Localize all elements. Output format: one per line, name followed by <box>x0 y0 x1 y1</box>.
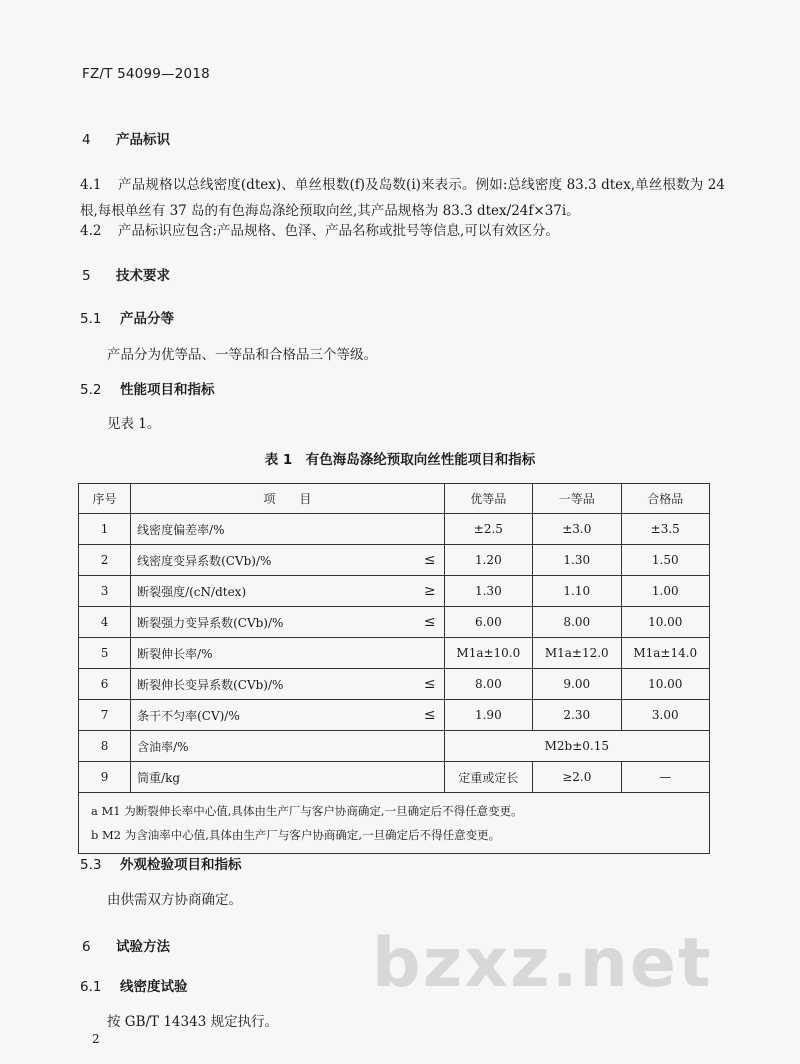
row-merged-value: M2b±0.15 <box>444 731 709 762</box>
table-row <box>79 545 710 576</box>
table-row <box>79 762 710 793</box>
row-item-label: 断裂强力变异系数(CVb)/% <box>137 615 284 630</box>
standard-code-header: FZ/T 54099—2018 <box>82 66 210 82</box>
table-row <box>79 669 710 700</box>
row-grade-premium: 1.20 <box>444 545 532 576</box>
row-item: 筒重/kg <box>131 762 445 793</box>
table-caption: 表 1 有色海岛涤纶预取向丝性能项目和指标 <box>264 452 536 468</box>
section-title: 试验方法 <box>116 939 170 955</box>
clause-text: 产品规格以总线密度(dtex)、单丝根数(f)及岛数(i)来表示。例如:总线密度 83.3 dtex,单丝根数为 24 根,每根单丝有 37 岛的有色海岛涤纶预取向丝,其产品规格为 83.3 dtex/24f×37i。 <box>80 177 725 219</box>
row-item <box>131 638 445 669</box>
clause-title: 外观检验项目和指标 <box>120 857 242 873</box>
performance-table <box>78 483 710 854</box>
table-row <box>79 607 710 638</box>
header-item: 项 目 <box>131 484 445 514</box>
clause-text: 产品标识应包含:产品规格、色泽、产品名称或批号等信息,可以有效区分。 <box>118 223 559 239</box>
row-no: 5 <box>79 638 131 669</box>
clause-5-1-body: 产品分为优等品、一等品和合格品三个等级。 <box>107 347 377 363</box>
row-grade-premium: 定重或定长 <box>444 762 532 793</box>
row-item-label: 条干不匀率(CV)/% <box>137 708 240 723</box>
row-grade-first: ≥2.0 <box>533 762 621 793</box>
row-no: 7 <box>79 700 131 731</box>
footnote-a: a M1 为断裂伸长率中心值,具体由生产厂与客户协商确定,一旦确定后不得任意变更。 <box>91 804 523 818</box>
section-6-heading <box>82 935 170 955</box>
row-item <box>131 607 445 638</box>
clause-6-1-heading <box>80 975 188 995</box>
table-row <box>79 638 710 669</box>
comparison-symbol: ≤ <box>423 676 436 692</box>
row-item <box>131 514 445 545</box>
row-grade-qualified: 1.50 <box>621 545 710 576</box>
clause-5-2-heading <box>80 378 215 398</box>
table-row <box>79 700 710 731</box>
footnote-b: b M2 为含油率中心值,具体由生产厂与客户协商确定,一旦确定后不得任意变更。 <box>91 828 501 842</box>
table-notes-row <box>79 793 710 854</box>
row-item <box>131 545 445 576</box>
clause-6-1-body: 按 GB/T 14343 规定执行。 <box>107 1014 279 1030</box>
clause-4-1 <box>80 172 725 224</box>
row-item: 含油率/% <box>131 731 445 762</box>
clause-title: 线密度试验 <box>120 979 188 995</box>
row-grade-premium: 6.00 <box>444 607 532 638</box>
clause-number: 5.2 <box>80 382 102 398</box>
row-no: 4 <box>79 607 131 638</box>
table-row <box>79 576 710 607</box>
row-grade-first: 2.30 <box>533 700 621 731</box>
clause-number: 4.1 <box>80 177 102 193</box>
section-number: 6 <box>82 939 91 955</box>
clause-5-3-body: 由供需双方协商确定。 <box>107 892 242 908</box>
row-grade-premium: 1.90 <box>444 700 532 731</box>
clause-number: 6.1 <box>80 979 102 995</box>
row-item-label: 断裂强度/(cN/dtex) <box>137 584 247 599</box>
row-grade-first: 9.00 <box>533 669 621 700</box>
clause-5-1-heading <box>80 307 174 327</box>
page-number: 2 <box>92 1032 100 1046</box>
row-item-label: 线密度偏差率/% <box>137 522 225 537</box>
clause-number: 5.1 <box>80 311 102 327</box>
section-title: 技术要求 <box>116 268 170 284</box>
row-grade-premium: 1.30 <box>444 576 532 607</box>
comparison-symbol: ≤ <box>423 707 436 723</box>
row-grade-first: ±3.0 <box>533 514 621 545</box>
row-no: 3 <box>79 576 131 607</box>
row-grade-qualified: ±3.5 <box>621 514 710 545</box>
row-grade-first: 8.00 <box>533 607 621 638</box>
clause-5-3-heading <box>80 853 242 873</box>
row-grade-qualified: M1a±14.0 <box>621 638 710 669</box>
row-no: 9 <box>79 762 131 793</box>
row-grade-premium: M1a±10.0 <box>444 638 532 669</box>
row-grade-qualified: 1.00 <box>621 576 710 607</box>
row-grade-first: M1a±12.0 <box>533 638 621 669</box>
clause-4-2 <box>80 218 725 244</box>
row-grade-qualified: 3.00 <box>621 700 710 731</box>
table-row <box>79 514 710 545</box>
row-no: 1 <box>79 514 131 545</box>
section-title: 产品标识 <box>116 132 170 148</box>
row-grade-premium: 8.00 <box>444 669 532 700</box>
table-notes <box>79 793 710 854</box>
row-grade-first: 1.10 <box>533 576 621 607</box>
section-number: 5 <box>82 268 91 284</box>
header-no: 序号 <box>79 484 131 514</box>
clause-number: 5.3 <box>80 857 102 873</box>
row-no: 2 <box>79 545 131 576</box>
header-grade-first: 一等品 <box>533 484 621 514</box>
row-grade-qualified: 10.00 <box>621 669 710 700</box>
row-item <box>131 576 445 607</box>
clause-5-2-body: 见表 1。 <box>107 416 161 432</box>
table-header-row <box>79 484 710 514</box>
clause-title: 性能项目和指标 <box>120 382 215 398</box>
row-grade-first: 1.30 <box>533 545 621 576</box>
row-item <box>131 669 445 700</box>
table-row <box>79 731 710 762</box>
row-grade-qualified: 10.00 <box>621 607 710 638</box>
clause-title: 产品分等 <box>120 311 174 327</box>
row-item-label: 线密度变异系数(CVb)/% <box>137 553 272 568</box>
site-watermark: bzxz.net <box>372 924 713 1003</box>
row-item-label: 断裂伸长率/% <box>137 646 213 661</box>
section-4-heading <box>82 128 170 148</box>
row-no: 8 <box>79 731 131 762</box>
header-grade-premium: 优等品 <box>444 484 532 514</box>
header-grade-qualified: 合格品 <box>621 484 710 514</box>
comparison-symbol: ≤ <box>423 614 436 630</box>
row-no: 6 <box>79 669 131 700</box>
section-5-heading <box>82 264 170 284</box>
comparison-symbol: ≥ <box>423 583 436 599</box>
comparison-symbol: ≤ <box>423 552 436 568</box>
row-grade-qualified: — <box>621 762 710 793</box>
row-grade-premium: ±2.5 <box>444 514 532 545</box>
section-number: 4 <box>82 132 91 148</box>
row-item-label: 断裂伸长变异系数(CVb)/% <box>137 677 284 692</box>
row-item <box>131 700 445 731</box>
clause-number: 4.2 <box>80 223 102 239</box>
